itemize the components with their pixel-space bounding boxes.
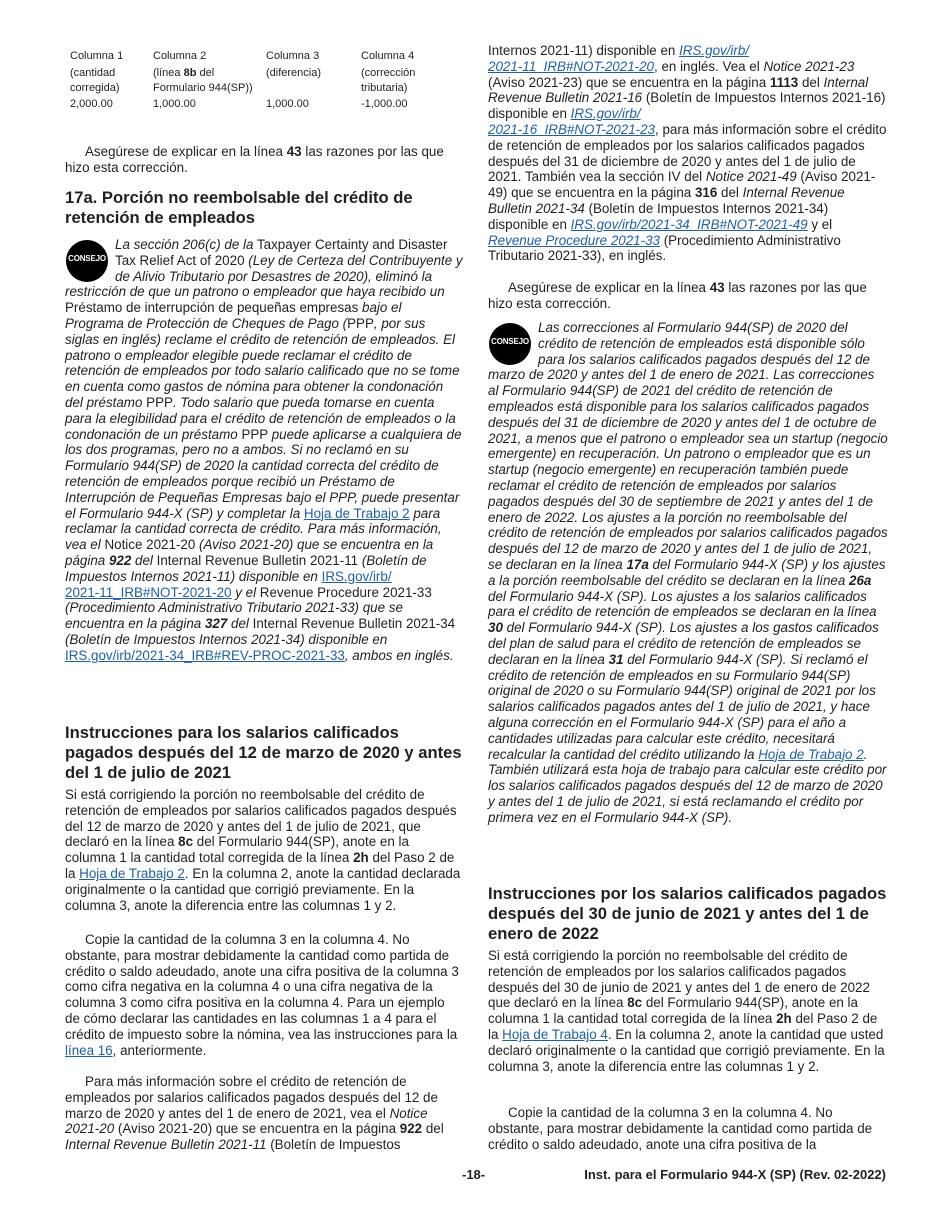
table-cell: 2,000.00 (70, 98, 113, 110)
irs-link-2021-34[interactable]: IRS.gov/irb/2021-34_IRB#REV-PROC-2021-33 (65, 647, 345, 663)
explain-paragraph: Asegúrese de explicar en la línea 43 las razones por las que hizo esta corrección. (488, 280, 867, 311)
page-number: -18- (462, 1167, 486, 1182)
table-subheader: (corrección tributaria) (361, 67, 416, 94)
first-period-paragraph: Si está corrigiendo la porción no reembolsable del crédito de retención de empleados por salarios calificados pagados después del 12 de marzo de 2020 y antes del 1 de julio de 2021, que declaró en la línea 8c del Formulario 944(SP), anote en la columna 1 la cantidad total corregida de la línea 2h del Paso 2 de la Hoja de Trabajo 2. En la columna 2, anote la cantidad declarada originalmente o la cantidad que corrigió previamente. En la columna 3, anote la diferencia entre las columnas 1 y 2. (65, 787, 461, 913)
hoja-de-trabajo-2-link[interactable]: Hoja de Trabajo 2 (79, 865, 185, 881)
table-cell: 1,000.00 (153, 98, 196, 110)
explain-paragraph: Asegúrese de explicar en la línea 43 las razones por las que hizo esta corrección. (65, 144, 444, 175)
copy-amount-paragraph: Copie la cantidad de la columna 3 en la columna 4. No obstante, para mostrar debidamente la cantidad como partida de crédito o saldo adeudado, anote una cifra positiva de la (488, 1105, 873, 1152)
hoja-de-trabajo-4-link[interactable]: Hoja de Trabajo 4 (502, 1026, 608, 1042)
tip-paragraph-ppp: La sección 206(c) de la Taxpayer Certainty and Disaster Tax Relief Act of 2020 (Ley de Certeza del Contribuyente y de Alivio Tributario por Desastres de 2020), eliminó la restricción de que un patrono o empleador que haya recibido un Préstamo de interrupción de pequeñas empresas bajo el Programa de Protección de Cheques de Pago (PPP, por sus siglas en inglés) reclame el crédito de retención de empleados. El patrono o empleador elegible puede reclamar el crédito de retención de empleados por todo salario calificado que no se tome en cuenta como gastos de nómina para obtener la condonación del préstamo PPP. Todo salario que pueda tomarse en cuenta para la elegibilidad para el crédito de retención de empleados o la condonación de un préstamo PPP puede aplicarse a cualquiera de los dos programas, pero no a ambos. Si no reclamó en su Formulario 944(SP) de 2020 la cantidad correcta del crédito de retención de empleados porque recibió un Préstamo de Interrupción de Pequeñas Empresas bajo el PPP, puede presentar el Formulario 944-X (SP) y completar la Hoja de Trabajo 2 para reclamar la cantidad correcta de crédito. Para más información, vea el Notice 2021-20 (Aviso 2021-20) que se encuentra en la página 922 del Internal Revenue Bulletin 2021-11 (Boletín de Impuestos Internos 2021-11) disponible en IRS.gov/irb/ 2021-11_IRB#NOT-2021-20 y el Revenue Procedure 2021-33 (Procedimiento Administrativo Tributario 2021-33) que se encuentra en la página 327 del Internal Revenue Bulletin 2021-34 (Boletín de Impuestos Internos 2021-34) disponible en IRS.gov/irb/2021-34_IRB#REV-PROC-2021-33, ambos en inglés. (65, 237, 463, 663)
more-info-paragraph: Para más información sobre el crédito de retención de empleados por salarios calificados pagados después del 12 de marzo de 2020 y antes del 1 de enero de 2021, vea el Notice 2021-20 (Aviso 2021-20) que se encuentra en la página 922 del Internal Revenue Bulletin 2021-11 (Boletín de Impuestos (65, 1074, 444, 1153)
table-header: Columna 3 (266, 50, 320, 62)
table-row (70, 49, 441, 64)
tip-paragraph-corrections: Las correcciones al Formulario 944(SP) de 2020 del crédito de retención de empleados está disponible sólo para los salarios calificados pagados después del 12 de marzo de 2020 y antes del 1 de enero de 2021. Las correcciones al Formulario 944(SP) de 2021 del crédito de retención de empleados está disponible para los salarios calificados pagados después del 31 de diciembre de 2020 y antes del 1 de octubre de 2021, a menos que el patrono o empleador sea un startup (negocio emergente) en recuperación. Un patrono o empleador que es un startup (negocio emergente) en recuperación también puede reclamar el crédito de retención de empleados por salarios pagados después del 30 de septiembre de 2021 y antes del 1 de enero de 2022. Los ajustes a la porción no reembolsable del crédito de retención de empleados por salarios calificados pagados después del 12 de marzo de 2020 y antes del 1 de julio de 2021, se declaran en la línea 17a del Formulario 944-X (SP) y los ajustes a la porción reembolsable del crédito se declaran en la línea 26a del Formulario 944-X (SP). Los ajustes a los salarios calificados para el crédito de retención de empleados se declaran en la línea 30 del Formulario 944-X (SP). Los ajustes a los gastos calificados del plan de salud para el crédito de retención de empleados se declaran en la línea 31 del Formulario 944-X (SP). Si reclamó el crédito de retención de empleados en su Formulario 944(SP) original de 2020 o su Formulario 944(SP) original de 2021 por los salarios calificados pagados antes del 1 de julio de 2021, y hace alguna corrección en el Formulario 944-X (SP) para el año a cantidades utilizadas para calcular este crédito, necesitará recalcular la cantidad del crédito utilizando la Hoja de Trabajo 2. También utilizará esta hoja de trabajo para calcular este crédito por los salarios calificados pagados después del 12 de marzo de 2020 y antes del 1 de julio de 2021, si está reclamando el crédito por primera vez en el Formulario 944-X (SP). (488, 320, 888, 825)
second-period-paragraph: Si está corrigiendo la porción no reembolsable del crédito de retención de empleados por los salarios calificados pagados después del 30 de junio de 2021 y antes del 1 de enero de 2022 que declaró en la línea 8c del Formulario 944(SP), anote en la columna 1 la cantidad total corregida de la línea 2h del Paso 2 de la Hoja de Trabajo 4. En la columna 2, anote la cantidad que usted declaró originalmente o la cantidad que corrigió previamente. En la columna 3, anote la diferencia entre las columnas 1 y 2. (488, 948, 885, 1074)
irs-link-2021-34[interactable]: IRS.gov/irb/2021-34_IRB#NOT-2021-49 (570, 216, 808, 232)
linea-16-link[interactable]: línea 16 (65, 1042, 113, 1058)
tip-label: CONSEJO (68, 254, 106, 263)
hoja-de-trabajo-2-link[interactable]: Hoja de Trabajo 2 (303, 505, 410, 521)
table-row (70, 64, 441, 96)
continued-paragraph: Internos 2021-11) disponible en IRS.gov/irb/ 2021-11_IRB#NOT-2021-20, en inglés. Vea el Notice 2021-23 (Aviso 2021-23) que se encuentra en la página 1113 del Internal Revenue Bulletin 2021-16 (Boletín de Impuestos Internos 2021-16) disponible en IRS.gov/irb/ 2021-16_IRB#NOT-2021-23, para más información sobre el crédito de retención de empleados por los salarios calificados pagados después del 31 de diciembre de 2020 y antes del 1 de julio de 2021. También vea la sección IV del Notice 2021-49 (Aviso 2021-49) que se encuentra en la página 316 del Internal Revenue Bulletin 2021-34 (Boletín de Impuestos Internos 2021-34) disponible en IRS.gov/irb/2021-34_IRB#NOT-2021-49 y el Revenue Procedure 2021-33 (Procedimiento Administrativo Tributario 2021-33), en inglés. (488, 43, 887, 264)
table-row (70, 96, 441, 112)
table-header: Columna 4 (361, 50, 415, 62)
table-subheader: (diferencia) (266, 67, 322, 79)
table-subheader: (línea 8b del Formulario 944(SP)) (153, 67, 253, 94)
table-cell: -1,000.00 (361, 98, 408, 110)
table-header: Columna 2 (153, 50, 207, 62)
column-example-table (70, 49, 441, 112)
section-heading-first-period: Instrucciones para los salarios calificados pagados después del 12 de marzo de 2020 y antes del 1 de julio de 2021 (65, 723, 462, 782)
footer-form-title: Inst. para el Formulario 944-X (SP) (Rev. 02-2022) (584, 1167, 886, 1182)
irs-link-2021-11[interactable]: IRS.gov/irb/ 2021-11_IRB#NOT-2021-20 (488, 43, 750, 74)
hoja-de-trabajo-2-link[interactable]: Hoja de Trabajo 2 (758, 746, 864, 762)
revenue-procedure-link[interactable]: Revenue Procedure 2021-33 (488, 232, 660, 248)
tip-label: CONSEJO (491, 337, 529, 346)
copy-amount-paragraph: Copie la cantidad de la columna 3 en la columna 4. No obstante, para mostrar debidamente la cantidad como partida de crédito o saldo adeudado, anote una cifra positiva de la columna 3 como cifra negativa en la columna 4 o una cifra negativa de la columna 3 como cifra positiva en la columna 4. Para un ejemplo de cómo declarar las cantidades en las columnas 1 a 4 para el crédito de impuesto sobre la nómina, vea las instrucciones para la línea 16, anteriormente. (65, 932, 459, 1058)
table-subheader: (cantidad corregida) (70, 67, 120, 94)
irs-link-2021-16[interactable]: IRS.gov/irb/ 2021-16_IRB#NOT-2021-23 (488, 106, 655, 137)
irs-link-2021-11[interactable]: IRS.gov/irb/ 2021-11_IRB#NOT-2021-20 (65, 568, 392, 600)
table-header: Columna 1 (70, 50, 124, 62)
section-heading-second-period: Instrucciones por los salarios calificados pagados después del 30 de junio de 2021 y antes del 1 de enero de 2022 (488, 884, 887, 943)
table-cell: 1,000.00 (266, 98, 309, 110)
section-heading-17a: 17a. Porción no reembolsable del crédito de retención de empleados (65, 188, 413, 227)
